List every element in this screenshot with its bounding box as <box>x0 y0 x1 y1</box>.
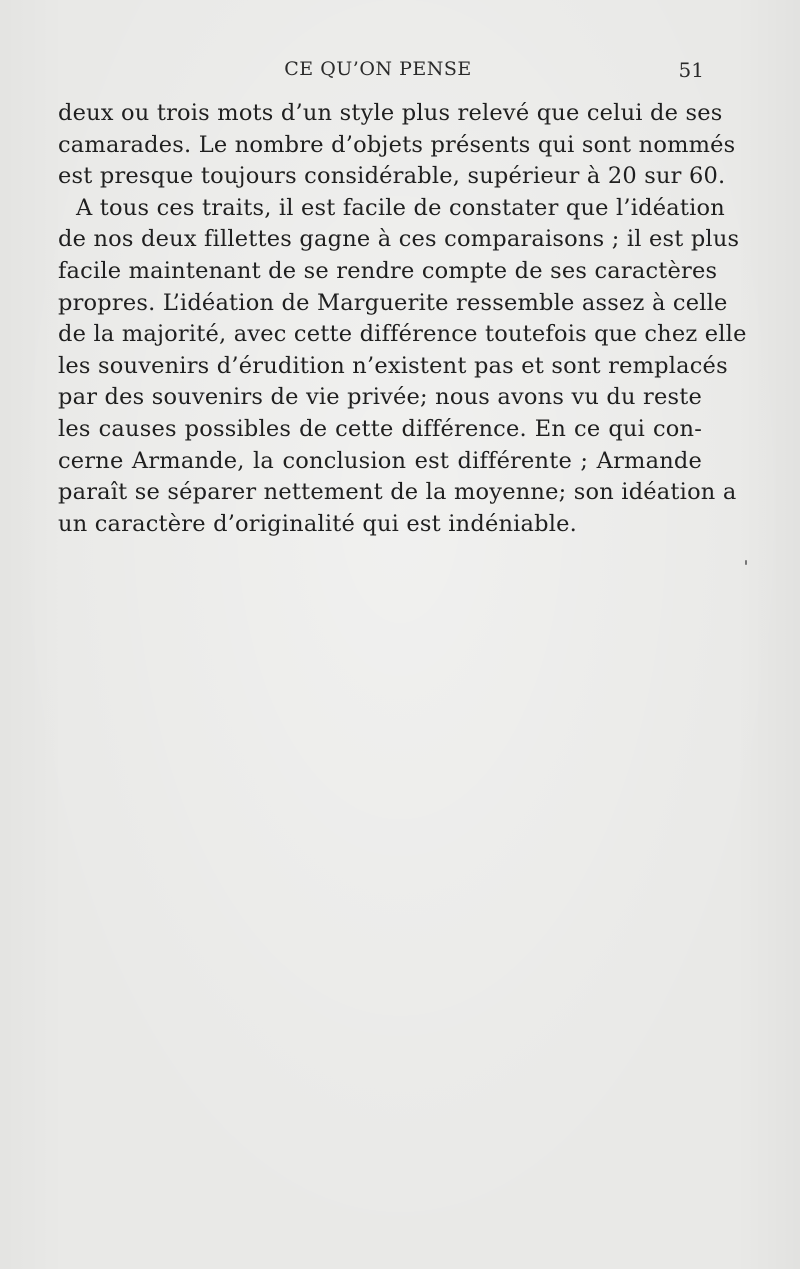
text-line: deux ou trois mots d’un style plus relevé que celui de ses <box>58 100 723 126</box>
text-line: cerne Armande, la conclusion est différente ; Armande <box>58 447 702 474</box>
text-line: les souvenirs d’érudition n’existent pas et sont remplacés <box>58 352 728 379</box>
text-line: camarades. Le nombre d’objets présents qui sont nommés <box>58 131 736 158</box>
text-line: A tous ces traits, il est facile de constater que l’idéation <box>76 194 725 221</box>
text-line: propres. L’idéation de Marguerite ressemble assez à celle <box>58 289 728 316</box>
text-line: facile maintenant de se rendre compte de ses caractères <box>58 257 718 284</box>
running-title: CE QU’ON PENSE <box>284 58 472 80</box>
body-text <box>58 98 747 540</box>
text-line: de la majorité, avec cette différence toutefois que chez elle <box>58 321 747 348</box>
running-head <box>58 58 704 88</box>
page-number: 51 <box>678 58 704 82</box>
text-line: un caractère d’originalité qui est indéniable. <box>58 510 578 537</box>
paper-speck <box>745 560 747 565</box>
text-line: de nos deux fillettes gagne à ces comparaisons ; il est plus <box>58 226 740 253</box>
text-line: paraît se séparer nettement de la moyenne; son idéation a <box>58 479 737 506</box>
text-line: par des souvenirs de vie privée; nous avons vu du reste <box>58 384 703 411</box>
text-line: est presque toujours considérable, supérieur à 20 sur 60. <box>58 163 726 190</box>
text-line: les causes possibles de cette différence. En ce qui con- <box>58 415 702 442</box>
